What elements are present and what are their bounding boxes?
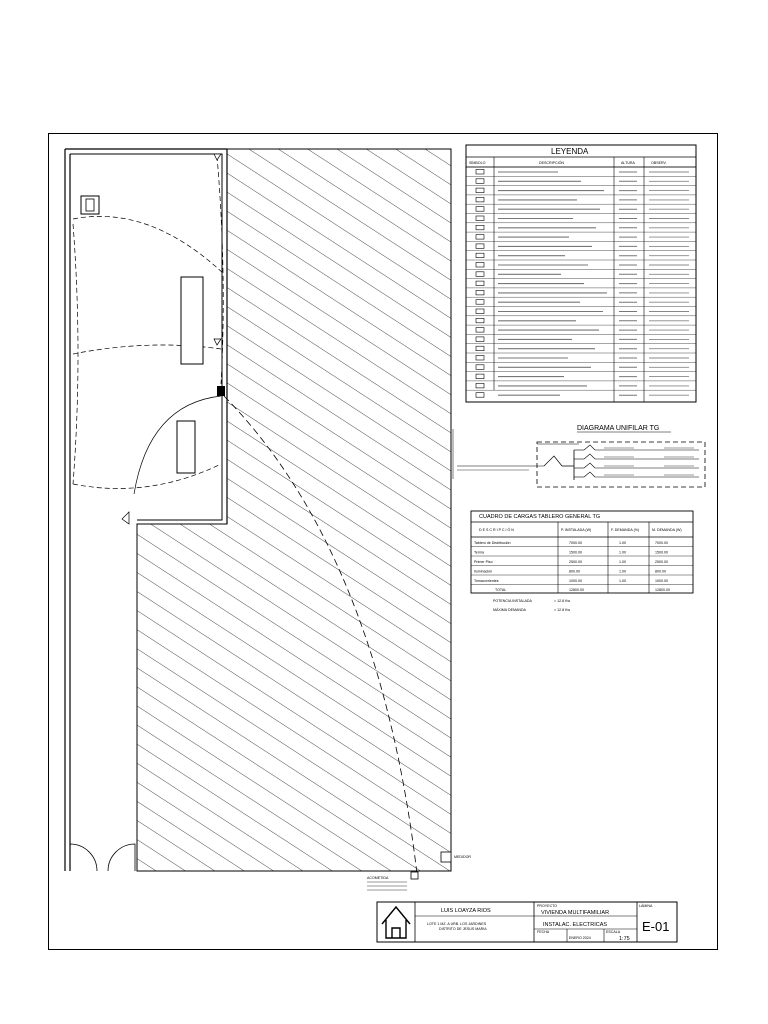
potencia-label: POTENCIA INSTALADA [493, 599, 532, 603]
hatched-area [137, 149, 451, 871]
load-table-cell: 1.00 [619, 569, 626, 574]
load-table-cell: 2500.00 [569, 560, 582, 564]
unifilar-branch [574, 454, 699, 459]
demanda-value: = 12.8 Kw [554, 608, 571, 612]
project-label: PROYECTO [537, 904, 558, 908]
load-table-cell: 7000.00 [569, 541, 582, 545]
load-table-cell: Primer Piso [474, 560, 493, 564]
load-table-cell: 7000.00 [655, 541, 668, 545]
load-table-header: P. INSTALADA (W) [561, 528, 592, 532]
load-table-cell: Terma [474, 550, 484, 555]
load-table-cell: 1000.00 [655, 579, 668, 583]
load-table-cell: 800.00 [569, 569, 580, 574]
load-table-cell: 1000.00 [569, 579, 582, 583]
floor-plan [65, 149, 471, 890]
load-total-installed: 12800.00 [569, 588, 584, 592]
load-table-cell: 1.00 [619, 550, 626, 555]
demanda-label: MÁXIMA DEMANDA [493, 608, 526, 612]
unifilar-branch [574, 445, 699, 450]
project-name: VIVIENDA MULTIFAMILIAR [541, 910, 610, 916]
load-table-cell: 1.00 [619, 560, 626, 564]
load-total-label: TOTAL [495, 588, 507, 592]
load-table-header: D E S C R I P C I Ó N [479, 528, 514, 532]
address-line: LOTE 1 MZ. A URB. LOS JARDINES [427, 922, 487, 926]
date-label: FECHA [537, 930, 550, 934]
circuit-line [73, 216, 224, 274]
light-fixture [177, 421, 195, 473]
load-table-cell: Tomacorrientes [474, 579, 499, 583]
potencia-value: = 12.8 Kw [554, 599, 571, 603]
load-table-cell: 1500.00 [569, 550, 582, 555]
load-table-cell: Iluminación [474, 569, 493, 574]
load-table-header: F. DEMANDA (%) [611, 528, 640, 532]
load-table [471, 511, 693, 612]
acometida-label: ACOMETIDA [367, 876, 389, 880]
author-name: LUIS LOAYZA RIOS [441, 908, 491, 914]
load-table-title: CUADRO DE CARGAS TABLERO GENERAL TG [479, 514, 601, 520]
unifilar-branch [574, 472, 699, 477]
legend-table [466, 145, 696, 402]
door-swing [70, 844, 97, 871]
sheet-code: E-01 [642, 919, 670, 934]
legend-col-symbol: SÍMBOLO [469, 161, 486, 165]
meter-label: MEDIDOR [454, 855, 471, 859]
load-table-cell: 1.00 [619, 579, 626, 583]
load-table-header: M. DEMANDA (W) [652, 528, 682, 532]
drawing-sheet [48, 133, 718, 950]
district-line: DISTRITO DE JESUS MARIA [439, 927, 487, 931]
meter-box [441, 852, 451, 862]
legend-col-notes: OBSERV. [651, 161, 667, 165]
title-block [377, 902, 677, 942]
scale-value: 1:75 [619, 936, 630, 942]
legend-title: LEYENDA [551, 147, 589, 156]
unifilar-diagram [453, 425, 705, 487]
load-table-cell: 1.00 [619, 541, 626, 545]
legend-col-description: DESCRIPCIÓN [539, 161, 564, 165]
load-total-max: 12800.00 [655, 588, 670, 592]
load-table-cell: 800.00 [655, 569, 666, 574]
load-table-cell: 2500.00 [655, 560, 668, 564]
date-value: ENERO 2024 [569, 936, 591, 940]
specialty-name: INSTALAC. ELECTRICAS [543, 922, 608, 928]
junction-box [217, 386, 225, 396]
load-table-cell: 1500.00 [655, 550, 668, 555]
drawing-canvas [49, 134, 719, 951]
scale-label: ESCALA [606, 930, 621, 934]
legend-col-height: ALTURA [621, 161, 635, 165]
unifilar-branch [574, 463, 699, 468]
sheet-label: LÁMINA [639, 904, 653, 908]
light-fixture [181, 277, 203, 364]
unifilar-title: DIAGRAMA UNIFILAR TG [577, 425, 660, 432]
load-table-cell: Tablero de Distribución [474, 541, 511, 545]
